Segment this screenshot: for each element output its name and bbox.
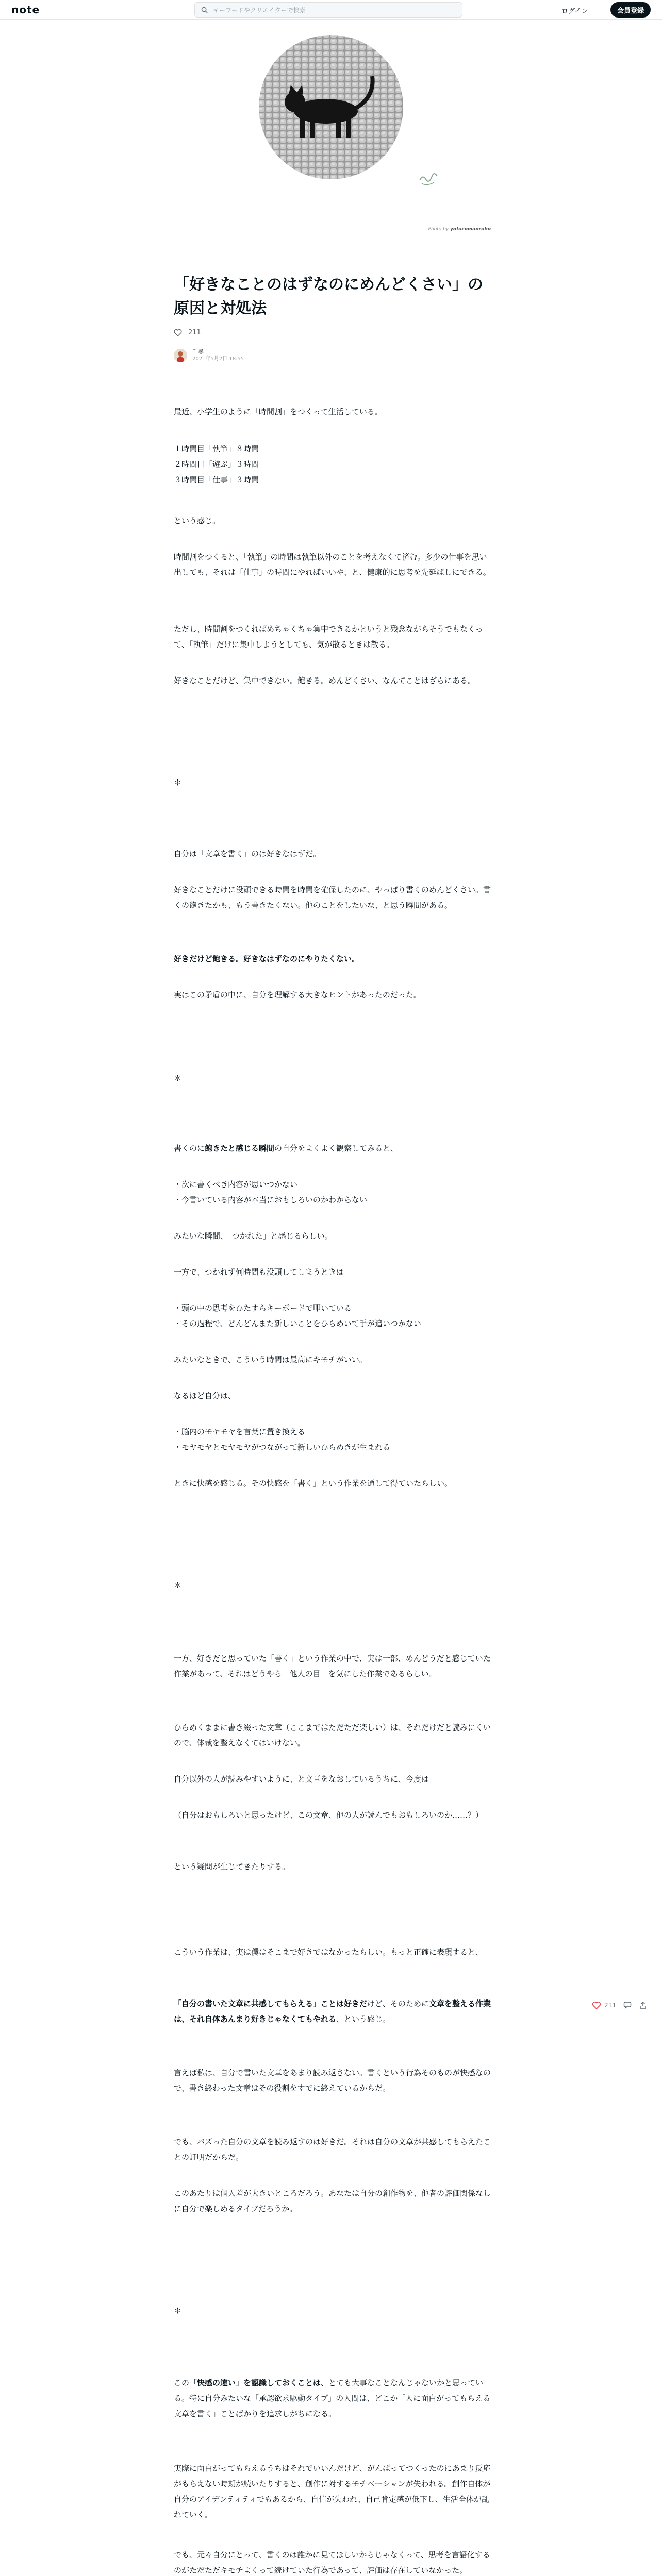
paragraph: ときに快感を感じる。その快感を「書く」という作業を通して得ていたらしい。: [174, 1479, 453, 1488]
list-item: ・その過程で、どんどんまた新しいことをひらめいて手が追いつかない: [174, 1319, 421, 1328]
bold-text: 「自分の書いた文章に共感してもらえる」ことは好きだ: [174, 1999, 368, 2008]
paragraph: 時間割をつくると、「執筆」の時間は執筆以外のことを考えなくて済む。多少の仕事を思い出しても、それは「仕事」の時間にやればいいや、と、健康的に思考を先延ばしにできる。: [174, 552, 491, 577]
paragraph: 言えば私は、自分で書いた文章をあまり読み返さない。書くという行為そのものが快感なので、書き終わった文章はその役割をすでに終えているからだ。: [174, 2068, 491, 2093]
list-item: ２時間目「遊ぶ」３時間: [174, 460, 259, 469]
photo-credit-author[interactable]: yofucomaoruho: [450, 227, 491, 232]
photo-credit-prefix: Photo by: [428, 227, 449, 232]
paragraph: [174, 1141, 493, 1156]
paragraph: ただし、時間割をつくればめちゃくちゃ集中できるかというと残念ながらそうでもなくって、「執筆」だけに集中しようとしても、気が散るときは散る。: [174, 624, 483, 649]
list-item: ・今書いている内容が本当におもしろいのかわからない: [174, 1195, 368, 1205]
bold-text: 飽きたと感じる瞬間: [205, 1144, 275, 1153]
search-icon: [201, 7, 208, 13]
like-count: 211: [188, 329, 201, 336]
share-icon[interactable]: [639, 2001, 647, 2009]
bold-text: 好きだけど飽きる。好きなはずなのにやりたくない。: [174, 954, 360, 963]
list-item: ・頭の中の思考をひたすらキーボードで叩いている: [174, 1303, 352, 1313]
paragraph: という感じ。: [174, 516, 221, 526]
list-item: ３時間目「仕事」３時間: [174, 475, 259, 484]
paragraph: 実はこの矛盾の中に、自分を理解する大きなヒントがあったのだった。: [174, 990, 421, 999]
like-count: 211: [604, 2002, 616, 2009]
eyecatch-image: [171, 20, 491, 224]
search-input[interactable]: [194, 2, 462, 18]
bullet-list: [174, 1300, 493, 1331]
search-placeholder: キーワードやクリエイターで検索: [213, 6, 306, 14]
text: 、という感じ。: [336, 2014, 391, 2024]
paragraph: みたいな瞬間、「つかれた」と感じるらしい。: [174, 1231, 333, 1241]
register-button[interactable]: 会員登録: [610, 2, 651, 18]
bullet-list: [174, 1177, 493, 1208]
section-separator: ＊: [174, 2306, 182, 2315]
text: けど、そのために: [367, 1999, 429, 2008]
paragraph: 自分は「文章を書く」のは好きなはずだ。: [174, 849, 321, 858]
publish-date: 2021年5月2日 18:55: [192, 356, 244, 362]
paragraph: 最近、小学生のように「時間割」をつくって生活している。: [174, 407, 383, 416]
paragraph: という疑問が生じてきたりする。: [174, 1862, 290, 1871]
paragraph: 好きなことだけに没頭できる時間を時間を確保したのに、やっぱり書くのめんどくさい。書くの飽きたかも、もう書きたくない。他のことをしたいな、と思う瞬間がある。: [174, 885, 491, 910]
bold-text: 文章を整える作業は、それ自体あんまり好きじゃなくてもやれる: [174, 1999, 491, 2024]
login-link[interactable]: ログイン: [561, 8, 588, 15]
paragraph: 好きなことだけど、集中できない。飽きる。めんどくさい、なんてことはざらにある。: [174, 676, 476, 685]
bullet-list: [174, 1424, 493, 1455]
paragraph: [174, 1996, 493, 2027]
section-separator: ＊: [174, 1074, 182, 1083]
heart-icon[interactable]: [592, 2001, 601, 2009]
text: の自分をよくよく観察してみると、: [274, 1144, 399, 1153]
paragraph: [174, 2375, 493, 2421]
paragraph: でも、元々自分にとって、書くのは誰かに見てほしいからじゃなくって、思考を言語化するのがただただキモチよくって続けていた行為であって、評価は存在していなかった。: [174, 2550, 490, 2575]
paragraph: 一方で、つかれず何時間も没頭してしまうときは: [174, 1267, 344, 1277]
text: 書くのに: [174, 1144, 205, 1153]
paragraph: このあたりは個人差が大きいところだろう。あなたは自分の創作物を、他者の評価関係なしに自分で楽しめるタイプだろうか。: [174, 2189, 491, 2213]
paragraph: ひらめくままに書き綴った文章（ここまではただただ楽しい）は、それだけだと読みにくいので、体裁を整えなくてはいけない。: [174, 1723, 491, 1748]
article-title: 「好きなことのはずなのにめんどくさい」の原因と対処法: [174, 276, 483, 317]
paragraph: 自分以外の人が読みやすいように、と文章をなおしているうちに、今度は: [174, 1774, 429, 1784]
list-item: １時間目「執筆」８時間: [174, 444, 259, 453]
heart-icon[interactable]: [174, 329, 182, 336]
paragraph: 一方、好きだと思っていた「書く」という作業の中で、実は一部、めんどうだと感じていた作業があって、それはどうやら「他人の目」を気にした作業であるらしい。: [174, 1654, 491, 1679]
comment-icon[interactable]: [623, 2001, 632, 2009]
top-bar: [0, 0, 662, 20]
paragraph: 実際に面白がってもらえるうちはそれでいいんだけど、がんばってつくったのにあまり反応がもらえない時期が続いたりすると、創作に対するモチベーションが失われる。創作自体が自分のアイデンティティでもあるから、自信が失われ、自己肯定感が低下し、生活全体が乱れていく。: [174, 2464, 491, 2519]
paragraph: [174, 441, 493, 487]
floating-actions: [592, 2001, 647, 2009]
bold-text: 「快感の違い」を認識しておくことは: [189, 2378, 321, 2387]
like-area[interactable]: [174, 329, 201, 336]
photo-credit: [171, 227, 491, 232]
text: この: [174, 2378, 190, 2387]
paragraph: [174, 951, 493, 967]
paragraph: みたいなときで、こういう時間は最高にキモチがいい。: [174, 1355, 367, 1364]
paragraph: （自分はおもしろいと思ったけど、この文章、他の人が読んでもおもしろいのか……？）: [174, 1810, 484, 1820]
list-item: ・脳内のモヤモヤを言葉に置き換える: [174, 1427, 306, 1436]
paragraph: こういう作業は、実は僕はそこまで好きではなかったらしい。もっと正確に表現すると、: [174, 1947, 484, 1957]
text: 、とても大事なことなんじゃないかと思っている。特に自分みたいな「承認欲求駆動タイプ」の人間は、どこか「人に面白がってもらえる文章を書く」ことばかりを追求しがちになる。: [174, 2378, 491, 2418]
author-block[interactable]: [174, 348, 244, 363]
section-separator: ＊: [174, 1581, 182, 1590]
paragraph: なるほど自分は、: [174, 1391, 236, 1400]
list-item: ・次に書くべき内容が思いつかない: [174, 1180, 298, 1189]
avatar[interactable]: [174, 349, 187, 362]
note-logo[interactable]: note: [11, 4, 40, 16]
paragraph: でも、バズった自分の文章を読み返すのは好きだ。それは自分の文章が共感してもらえたことの証明だからだ。: [174, 2137, 491, 2162]
section-separator: ＊: [174, 778, 182, 787]
list-item: ・モヤモヤとモヤモヤがつながって新しいひらめきが生まれる: [174, 1443, 391, 1452]
author-name[interactable]: 千尋: [192, 348, 204, 355]
